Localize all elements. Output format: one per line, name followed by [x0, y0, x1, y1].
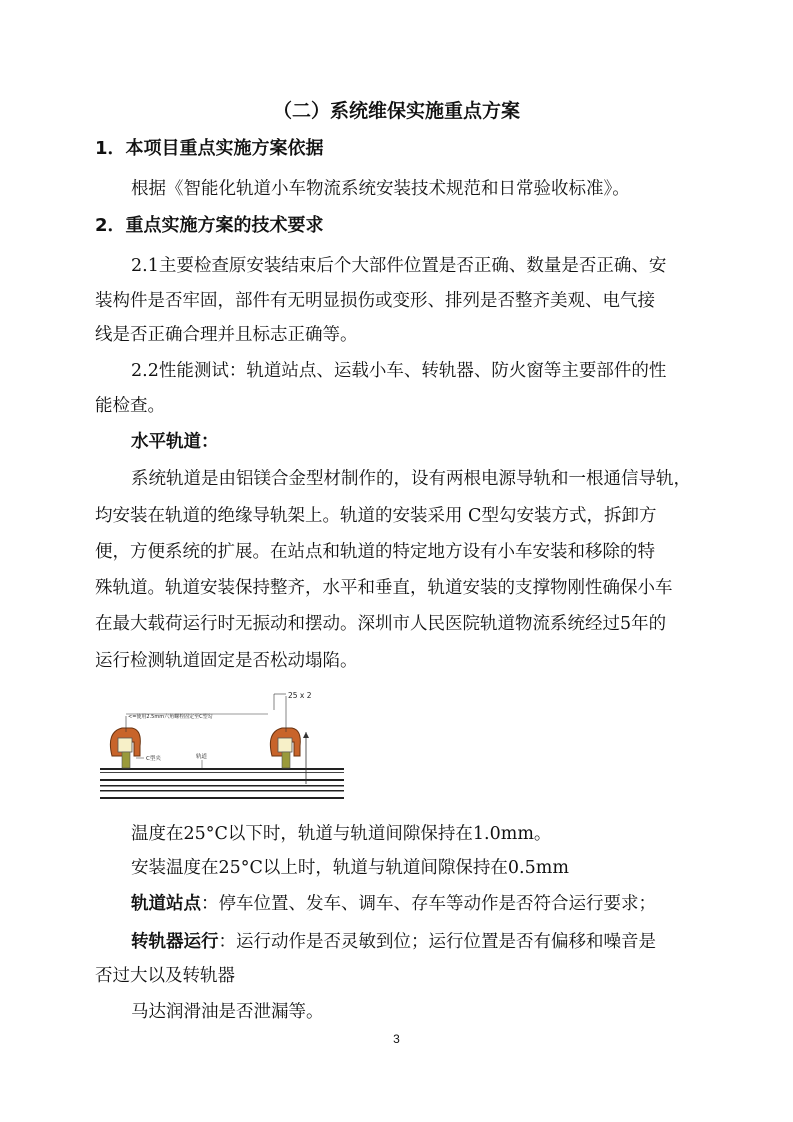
page-number: 3 [393, 1032, 400, 1046]
page-title: （二）系统维保实施重点方案 [272, 100, 520, 122]
temp-line-2: 安装温度在25°C以上时，轨道与轨道间隙保持在0.5mm [131, 858, 569, 878]
c-clip-label: C型夹 [146, 756, 161, 762]
section1-heading: 1．本项目重点实施方案依据 [95, 138, 324, 159]
rail-label: 轨道 [196, 754, 208, 760]
bolt-note-label: <=使用2.5mm六角螺栓固定至C型勾 [128, 714, 213, 720]
switch-line-2: 否过大以及转轨器 [95, 966, 235, 986]
p21-line: 线是否正确合理并且标志正确等。 [95, 325, 358, 345]
switch-line-3: 马达润滑油是否泄漏等。 [131, 1002, 324, 1022]
track-para-line: 便，方便系统的扩展。在站点和轨道的特定地方设有小车安装和移除的特 [95, 542, 655, 562]
temp-line-1: 温度在25°C以下时，轨道与轨道间隙保持在1.0mm。 [131, 824, 552, 844]
track-para-line: 系统轨道是由铝镁合金型材制作的，设有两根电源导轨和一根通信导轨， [131, 469, 691, 489]
rail-installation-diagram [98, 688, 346, 806]
p22-line: 能检查。 [95, 396, 165, 416]
track-para-line: 殊轨道。轨道安装保持整齐，水平和垂直，轨道安装的支撑物刚性确保小车 [95, 578, 673, 598]
p21-line: 装构件是否牢固，部件有无明显损伤或变形、排列是否整齐美观、电气接 [95, 291, 655, 311]
section1-body: 根据《智能化轨道小车物流系统安装技术规范和日常验收标准》。 [131, 179, 630, 199]
switch-line [131, 931, 741, 953]
switch-text: ：运行动作是否灵敏到位；运行位置是否有偏移和噪音是 [218, 932, 656, 952]
track-para-line: 运行检测轨道固定是否松动塌陷。 [95, 651, 358, 671]
p22-line: 2.2性能测试：轨道站点、运载小车、转轨器、防火窗等主要部件的性 [131, 361, 667, 381]
section2-heading: 2．重点实施方案的技术要求 [95, 215, 324, 236]
c-hook-bracket-right [270, 696, 309, 784]
station-label: 轨道站点 [131, 894, 201, 914]
c-hook-bracket-left [110, 716, 140, 768]
track-heading: 水平轨道： [131, 432, 219, 452]
track-para-line: 在最大载荷运行时无振动和摆动。深圳市人民医院轨道物流系统经过5年的 [95, 614, 667, 634]
p21-line: 2.1主要检查原安装结束后个大部件位置是否正确、数量是否正确、安 [131, 256, 667, 276]
dimension-label: 25 x 2 [288, 691, 312, 700]
station-line [131, 893, 741, 915]
station-text: ：停车位置、发车、调车、存车等动作是否符合运行要求； [201, 894, 656, 914]
rail-lines [100, 768, 344, 799]
switch-label: 转轨器运行 [131, 932, 219, 952]
track-para-line: 均安装在轨道的绝缘导轨架上。轨道的安装采用 C型勾安装方式，拆卸方 [95, 506, 657, 526]
